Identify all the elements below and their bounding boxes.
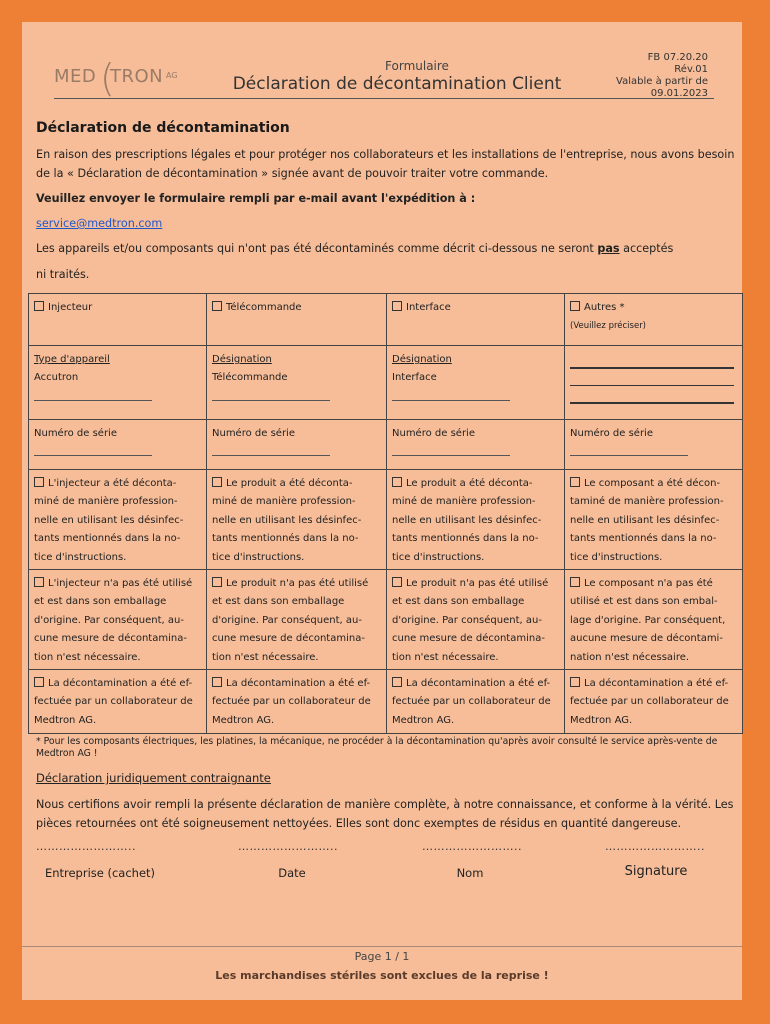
not-used-cell[interactable] xyxy=(207,570,387,670)
designation-label: Désignation xyxy=(212,354,272,365)
designation-value: Interface xyxy=(392,372,437,384)
cell-line: fectuée par un collaborateur de xyxy=(392,696,551,708)
by-medtron-cell[interactable] xyxy=(565,670,743,734)
signature-line-name[interactable]: …………………….. xyxy=(422,840,522,853)
cell-line: nelle en utilisant les désinfec- xyxy=(34,514,184,526)
cell-line: L'injecteur a été déconta- xyxy=(48,478,177,489)
checkbox-cell-interface[interactable] xyxy=(387,294,565,346)
checkbox[interactable] xyxy=(34,677,44,687)
cell-line: La décontamination a été ef- xyxy=(406,678,551,690)
designation-cell xyxy=(387,346,565,420)
note-text: Les appareils et/ou composants qui n'ont pas été décontaminés comme décrit ci-dessous ne seront xyxy=(36,242,598,255)
checkbox-cell-autres[interactable] xyxy=(565,294,743,346)
cell-line: fectuée par un collaborateur de xyxy=(212,696,371,708)
cell-line: L'injecteur n'a pas été utilisé xyxy=(48,578,193,590)
checkbox-label: Autres * xyxy=(584,302,625,313)
decon-done-cell[interactable] xyxy=(29,470,207,570)
header-divider xyxy=(54,98,714,99)
type-value: Accutron xyxy=(34,372,79,384)
checkbox[interactable] xyxy=(570,677,580,687)
cell-line: miné de manière profession- xyxy=(392,496,536,508)
cell-line: tants mentionnés dans la no- xyxy=(34,533,181,545)
designation-label: Désignation xyxy=(392,354,452,365)
cell-line: cune mesure de décontamina- xyxy=(34,633,187,645)
checkbox[interactable] xyxy=(570,301,580,311)
label-signature: Signature xyxy=(624,864,688,879)
footnote: * Pour les composants électriques, les platines, la mécanique, ne procéder à la décontamination qu'après avoir consulté le service après-vente de Medtron AG ! xyxy=(36,736,718,759)
revision: Rév.01 xyxy=(674,64,708,75)
checkbox[interactable] xyxy=(212,677,222,687)
cell-line: cune mesure de décontamina- xyxy=(392,633,545,645)
document-reference xyxy=(578,52,708,100)
serial-label: Numéro de série xyxy=(212,428,295,439)
note-emphasis: pas xyxy=(597,242,620,255)
cell-line: tice d'instructions. xyxy=(212,551,305,563)
legal-title: Déclaration juridiquement contraignante xyxy=(36,771,271,785)
cell-line: Le composant a été décon- xyxy=(584,478,721,489)
cell-line: fectuée par un collaborateur de xyxy=(570,696,729,708)
fill-line[interactable] xyxy=(570,386,734,404)
fill-line[interactable] xyxy=(212,388,330,401)
cell-line: tants mentionnés dans la no- xyxy=(212,533,359,545)
label-company: Entreprise (cachet) xyxy=(44,866,156,880)
cell-line: nation n'est nécessaire. xyxy=(570,651,690,663)
fill-line[interactable] xyxy=(34,443,152,456)
cell-line: tice d'instructions. xyxy=(34,551,127,563)
cell-line: tants mentionnés dans la no- xyxy=(570,533,717,545)
by-medtron-cell[interactable] xyxy=(387,670,565,734)
cell-line: Medtron AG. xyxy=(570,714,633,726)
cell-line: aucune mesure de décontami- xyxy=(570,633,723,645)
acceptance-note-line2: ni traités. xyxy=(36,268,90,281)
signature-line-date[interactable]: …………………….. xyxy=(238,840,338,853)
not-used-cell[interactable] xyxy=(565,570,743,670)
cell-line: Le composant n'a pas été xyxy=(584,578,713,590)
footer-message: Les marchandises stériles sont exclues de la reprise ! xyxy=(215,969,549,982)
cell-line: Le produit a été déconta- xyxy=(406,478,533,489)
serial-label: Numéro de série xyxy=(392,428,475,439)
note-text-end: acceptés xyxy=(619,242,674,255)
checkbox[interactable] xyxy=(570,477,580,487)
cell-line: tion n'est nécessaire. xyxy=(392,651,499,663)
table-row xyxy=(29,470,743,570)
intro-paragraph: En raison des prescriptions légales et pour protéger nos collaborateurs et les installations de l'entreprise, nous avons besoin de la « Déclaration de décontamination » signée avant de pouvoir traiter votre commande. xyxy=(36,148,735,180)
label-date: Date xyxy=(278,866,306,880)
valid-date: 09.01.2023 xyxy=(650,88,708,99)
type-cell xyxy=(29,346,207,420)
serial-cell xyxy=(29,420,207,470)
acceptance-note xyxy=(36,239,742,258)
serial-label: Numéro de série xyxy=(34,428,117,439)
by-medtron-cell[interactable] xyxy=(29,670,207,734)
cell-line: Le produit n'a pas été utilisé xyxy=(226,578,369,590)
serial-cell xyxy=(207,420,387,470)
cell-line: cune mesure de décontamina- xyxy=(212,633,365,645)
cell-line: nelle en utilisant les désinfec- xyxy=(570,514,720,526)
fill-line[interactable] xyxy=(570,443,688,456)
cell-line: La décontamination a été ef- xyxy=(584,678,729,690)
decon-done-cell[interactable] xyxy=(207,470,387,570)
checkbox[interactable] xyxy=(212,301,222,311)
cell-line: utilisé et est dans son embal- xyxy=(570,596,718,608)
designation-cell xyxy=(207,346,387,420)
serial-cell xyxy=(387,420,565,470)
table-row xyxy=(29,670,743,734)
cell-line: tion n'est nécessaire. xyxy=(212,651,319,663)
table-row xyxy=(29,420,743,470)
table-row xyxy=(29,570,743,670)
cell-line: miné de manière profession- xyxy=(34,496,178,508)
not-used-cell[interactable] xyxy=(29,570,207,670)
logo-text-left: MED xyxy=(54,66,97,87)
checkbox[interactable] xyxy=(34,577,44,587)
cell-line: tice d'instructions. xyxy=(570,551,663,563)
checkbox[interactable] xyxy=(392,477,402,487)
not-used-cell[interactable] xyxy=(387,570,565,670)
medtron-logo xyxy=(54,56,184,102)
signature-line-company[interactable]: …………………….. xyxy=(36,840,136,853)
footer-divider xyxy=(22,946,742,947)
cell-line: tice d'instructions. xyxy=(392,551,485,563)
ref-code: FB 07.20.20 xyxy=(647,52,708,63)
document-title: Déclaration de décontamination Client xyxy=(232,74,562,94)
cell-line: tants mentionnés dans la no- xyxy=(392,533,539,545)
label-name: Nom xyxy=(456,866,484,880)
by-medtron-cell[interactable] xyxy=(207,670,387,734)
checkbox-label: Injecteur xyxy=(48,302,93,313)
serial-cell xyxy=(565,420,743,470)
decon-done-cell[interactable] xyxy=(565,470,743,570)
page-number: Page 1 / 1 xyxy=(354,950,410,963)
fill-line[interactable] xyxy=(570,351,734,369)
cell-line: La décontamination a été ef- xyxy=(48,678,193,690)
cell-line: Medtron AG. xyxy=(392,714,455,726)
checkbox-label: Interface xyxy=(406,302,451,313)
table-row xyxy=(29,346,743,420)
cell-line: taminé de manière profession- xyxy=(570,496,724,508)
table-row xyxy=(29,294,743,346)
valid-label: Valable à partir de xyxy=(616,76,708,87)
checkbox[interactable] xyxy=(392,577,402,587)
checkbox-cell-telecommande[interactable] xyxy=(207,294,387,346)
email-link[interactable]: service@medtron.com xyxy=(36,217,163,230)
fill-line[interactable] xyxy=(392,443,510,456)
document-page xyxy=(22,22,742,1000)
send-instruction: Veuillez envoyer le formulaire rempli par e-mail avant l'expédition à : xyxy=(36,192,476,205)
legal-text: Nous certifions avoir rempli la présente déclaration de manière complète, à notre connaissance, et conforme à la vérité. Les pièces retournées ont été soigneusement nettoyées. Elles sont donc exemptes de résidus en quantité dangereuse. xyxy=(36,798,734,830)
checkbox[interactable] xyxy=(34,301,44,311)
signature-line-signature[interactable]: …………………….. xyxy=(605,840,705,853)
logo-text-right: TRON xyxy=(110,66,164,87)
cell-line: lage d'origine. Par conséquent, xyxy=(570,614,726,626)
decon-done-cell[interactable] xyxy=(387,470,565,570)
cell-line: d'origine. Par conséquent, au- xyxy=(212,614,362,626)
checkbox[interactable] xyxy=(570,577,580,587)
cell-line: Le produit a été déconta- xyxy=(226,478,353,489)
cell-line: et est dans son emballage xyxy=(392,596,525,608)
cell-line: Le produit n'a pas été utilisé xyxy=(406,578,549,590)
cell-line: Medtron AG. xyxy=(34,714,97,726)
fill-line[interactable] xyxy=(34,388,152,401)
logo-ag: AG xyxy=(166,71,178,80)
section-title: Déclaration de décontamination xyxy=(36,120,290,136)
cell-line: nelle en utilisant les désinfec- xyxy=(212,514,362,526)
fill-line[interactable] xyxy=(212,443,330,456)
type-label: Type d'appareil xyxy=(34,354,110,365)
cell-line: Medtron AG. xyxy=(212,714,275,726)
cell-line: fectuée par un collaborateur de xyxy=(34,696,193,708)
cell-line: La décontamination a été ef- xyxy=(226,678,371,690)
autres-lines-cell xyxy=(565,346,743,420)
cell-line: miné de manière profession- xyxy=(212,496,356,508)
designation-value: Télécommande xyxy=(212,372,288,384)
checkbox[interactable] xyxy=(212,477,222,487)
cell-line: d'origine. Par conséquent, au- xyxy=(392,614,542,626)
fill-line[interactable] xyxy=(570,369,734,386)
checkbox[interactable] xyxy=(34,477,44,487)
form-label: Formulaire xyxy=(385,59,449,73)
device-table xyxy=(28,293,743,734)
cell-line: et est dans son emballage xyxy=(34,596,167,608)
autres-hint: (Veuillez préciser) xyxy=(570,321,647,332)
checkbox[interactable] xyxy=(392,301,402,311)
cell-line: d'origine. Par conséquent, au- xyxy=(34,614,184,626)
cell-line: et est dans son emballage xyxy=(212,596,345,608)
cell-line: nelle en utilisant les désinfec- xyxy=(392,514,542,526)
logo-mark: ( xyxy=(100,56,115,100)
checkbox-label: Télécommande xyxy=(226,302,302,313)
checkbox[interactable] xyxy=(212,577,222,587)
checkbox[interactable] xyxy=(392,677,402,687)
serial-label: Numéro de série xyxy=(570,428,653,439)
cell-line: tion n'est nécessaire. xyxy=(34,651,141,663)
fill-line[interactable] xyxy=(392,388,510,401)
checkbox-cell-injecteur[interactable] xyxy=(29,294,207,346)
